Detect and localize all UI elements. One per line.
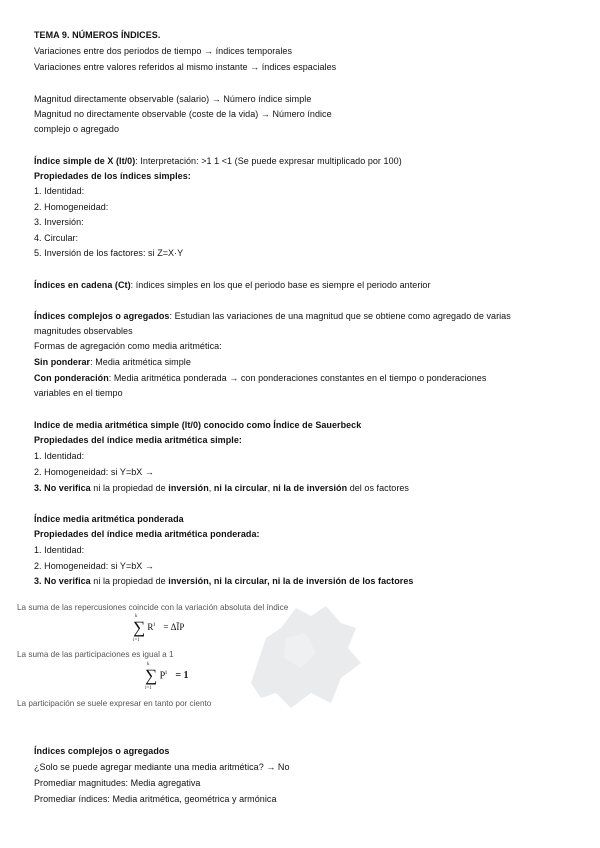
complejos-line-2: magnitudes observables — [34, 326, 133, 336]
document-title: TEMA 9. NÚMEROS ÍNDICES. — [34, 30, 161, 40]
repercusiones-text: La suma de las repercusiones coincide con la variación absoluta del índice — [17, 603, 289, 612]
temporal-line: Variaciones entre dos periodos de tiempo → índices temporales — [34, 46, 293, 56]
sum-upper-limit: k — [135, 614, 138, 619]
sin-ponderar-text: : Media aritmética simple — [90, 357, 191, 367]
sigma-symbol: ∑ — [133, 618, 146, 637]
eq2-superscript: i — [165, 669, 167, 676]
indice-simple-props-heading: Propiedades de los índices simples: — [34, 171, 191, 181]
formula-image — [0, 598, 600, 713]
p3-text: ni la propiedad de — [90, 576, 169, 586]
sauerbeck-p3 — [34, 482, 409, 494]
watermark-map-icon — [236, 598, 366, 713]
ponderada-p2: 2. Homogeneidad: si Y=bX → — [34, 561, 154, 571]
indice-simple-heading: Índice simple de X (It/0) — [34, 156, 136, 166]
complejos-heading: Índices complejos o agregados — [34, 311, 170, 321]
cadena-text: : índices simples en los que el periodo base es siempre el periodo anterior — [130, 280, 431, 290]
tanto-por-ciento-text: La participación se suele expresar en tanto por ciento — [17, 699, 212, 708]
final-question: ¿Solo se puede agregar mediante una media aritmética? → No — [34, 762, 290, 772]
con-ponderacion-line — [34, 372, 486, 384]
p3-sep: , — [208, 483, 214, 493]
ponderada-p1: 1. Identidad: — [34, 545, 85, 555]
equation-repercusiones — [133, 614, 185, 643]
indice-simple-text: : Interpretación: >1 1 <1 (Se puede expresar multiplicado por 100) — [135, 156, 402, 166]
sauerbeck-heading: Indice de media aritmética simple (It/0) conocido como Índice de Sauerbeck — [34, 420, 362, 430]
sauerbeck-p2: 2. Homogeneidad: si Y=bX → — [34, 467, 154, 477]
complejos-text-1: : Estudian las variaciones de una magnitud que se obtiene como agregado de varias — [169, 311, 511, 321]
sum-lower-limit: i=1 — [145, 686, 152, 691]
indice-simple-line — [34, 155, 402, 167]
magnitud-directa: Magnitud directamente observable (salario) → Número índice simple — [34, 94, 312, 104]
eq1-lhs: R — [147, 622, 154, 633]
sum-lower-limit: i=1 — [133, 638, 140, 643]
prop-item: 2. Homogeneidad: — [34, 202, 109, 212]
final-magnitudes: Promediar magnitudes: Media agregativa — [34, 778, 201, 788]
cadena-heading: Índices en cadena (Ct) — [34, 280, 131, 290]
p3-circular: ni la circular — [213, 483, 268, 493]
magnitud-indirecta-2: complejo o agregado — [34, 124, 120, 134]
prop-item: 3. Inversión: — [34, 217, 84, 227]
ponderada-props-heading: Propiedades del índice media aritmética ponderada: — [34, 529, 260, 539]
sin-ponderar-label: Sin ponderar — [34, 357, 91, 367]
prop-item: 4. Circular: — [34, 233, 79, 243]
p3-inversion: inversión — [168, 483, 209, 493]
p3-text: ni la propiedad de — [90, 483, 169, 493]
ponderada-heading: Índice media aritmética ponderada — [34, 514, 184, 524]
ponderada-p3 — [34, 575, 413, 587]
formas-line: Formas de agregación como media aritmética: — [34, 341, 222, 351]
p3-inversion-factores: ni la de inversión — [272, 483, 348, 493]
participaciones-text: La suma de las participaciones es igual a 1 — [17, 650, 174, 659]
final-heading: Índices complejos o agregados — [34, 746, 170, 756]
p3-bold-tail: inversión, ni la circular, ni la de inversión de los factores — [168, 576, 414, 586]
magnitud-indirecta-1: Magnitud no directamente observable (coste de la vida) → Número índice — [34, 109, 332, 119]
eq1-rhs: = ΔĪP — [163, 622, 185, 633]
eq2-rhs: = 1 — [175, 670, 189, 682]
equation-participaciones — [145, 662, 189, 691]
sauerbeck-props-heading: Propiedades del índice media aritmética simple: — [34, 435, 242, 445]
p3-tail: del os factores — [347, 483, 409, 493]
prop-item: 5. Inversión de los factores: si Z=X·Y — [34, 248, 184, 258]
con-ponderacion-label: Con ponderación — [34, 373, 109, 383]
cadena-line — [34, 279, 431, 291]
no-verifica: 3. No verifica — [34, 576, 91, 586]
p3-sep: , — [267, 483, 273, 493]
final-indices: Promediar índices: Media aritmética, geométrica y armónica — [34, 794, 277, 804]
con-ponderacion-text-1: : Media aritmética ponderada → con ponderaciones constantes en el tiempo o ponderaciones — [108, 373, 487, 383]
complejos-line-1 — [34, 310, 511, 322]
sauerbeck-p1: 1. Identidad: — [34, 451, 85, 461]
prop-item: 1. Identidad: — [34, 186, 85, 196]
sigma-symbol: ∑ — [145, 666, 158, 685]
eq2-lhs: P — [159, 670, 166, 682]
no-verifica: 3. No verifica — [34, 483, 91, 493]
sin-ponderar-line — [34, 356, 191, 368]
espacial-line: Variaciones entre valores referidos al mismo instante → índices espaciales — [34, 62, 337, 72]
eq1-superscript: i — [153, 622, 156, 629]
con-ponderacion-line-2: variables en el tiempo — [34, 388, 123, 398]
sum-upper-limit: k — [147, 662, 150, 667]
